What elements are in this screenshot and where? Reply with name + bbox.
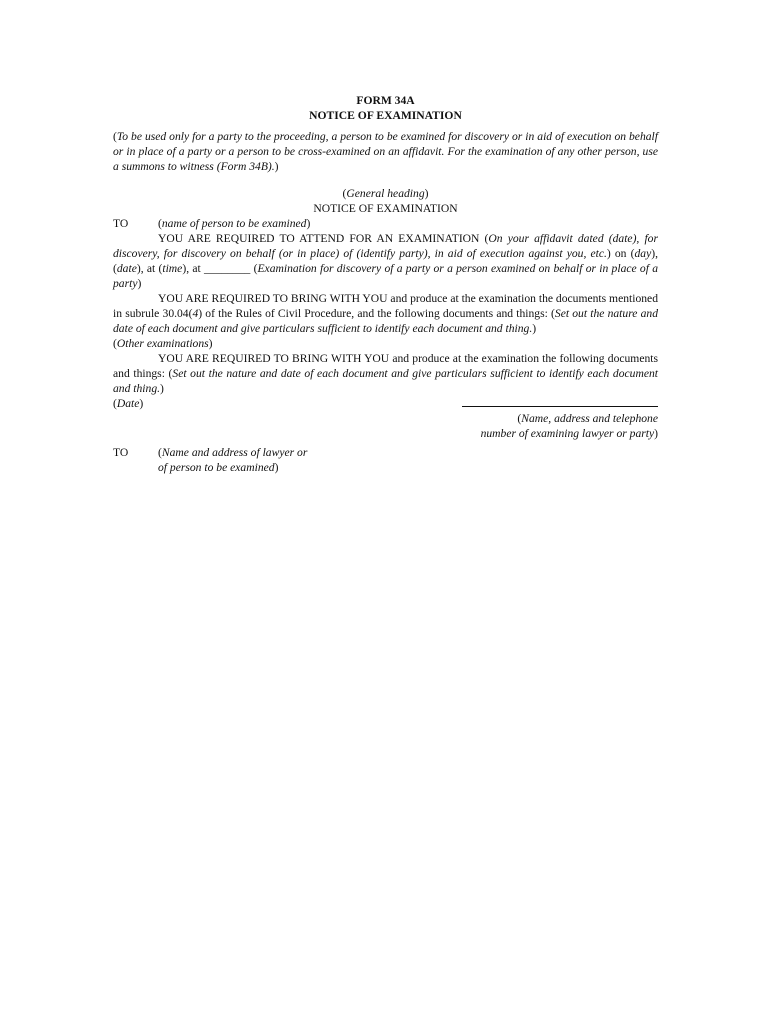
bring-documents-paragraph: YOU ARE REQUIRED TO BRING WITH YOU and produce at the examination the documents mentioned in subrule 30.04(4) of the Rules of Civil Procedure, and the following documents and things: (Set out the nature and date of each document and give particulars sufficient to identify each document and thing.): [113, 292, 658, 335]
general-heading: (General heading): [342, 187, 429, 200]
signature-area: [462, 396, 658, 441]
attend-paragraph: YOU ARE REQUIRED TO ATTEND FOR AN EXAMINATION (On your affidavit dated (date), for discovery, for discovery on behalf (or in place) of (identify party), in aid of execution against you, etc.) on (day), (date), at (time), at ________ (Examination for discovery of a party or a person examined on behalf or in place of a party): [113, 232, 658, 290]
signature-block: [113, 396, 658, 441]
signature-caption-2: number of examining lawyer or party): [480, 427, 658, 440]
form-intro: (To be used only for a party to the proceeding, a person to be examined for discovery or in aid of execution on behalf or in place of a party or a person to be cross-examined on an affidavit. For the examination of any other person, use a summons to witness (Form 34B).): [113, 130, 658, 173]
to-lawyer-row: [113, 445, 658, 475]
to-label: TO: [113, 217, 129, 230]
to-name-hint: (name of person to be examined): [158, 217, 311, 230]
signature-line: [462, 396, 658, 407]
bring-things-paragraph: YOU ARE REQUIRED TO BRING WITH YOU and produce at the examination the following documents and things: (Set out the nature and date of each document and give particulars sufficient to identify each document and thing.): [113, 352, 659, 395]
signature-caption-1: (Name, address and telephone: [517, 412, 658, 425]
form-number: FORM 34A: [356, 94, 415, 107]
date-label: (Date): [113, 397, 144, 410]
form-title: NOTICE OF EXAMINATION: [309, 109, 462, 122]
document-page: [113, 93, 658, 475]
other-examinations-label: (Other examinations): [113, 337, 213, 350]
to-lawyer-hint: (Name and address of lawyer or of person to be examined): [158, 446, 308, 474]
to-row: [113, 216, 658, 231]
to-lawyer-label: TO: [113, 446, 129, 459]
notice-heading: NOTICE OF EXAMINATION: [313, 202, 458, 215]
